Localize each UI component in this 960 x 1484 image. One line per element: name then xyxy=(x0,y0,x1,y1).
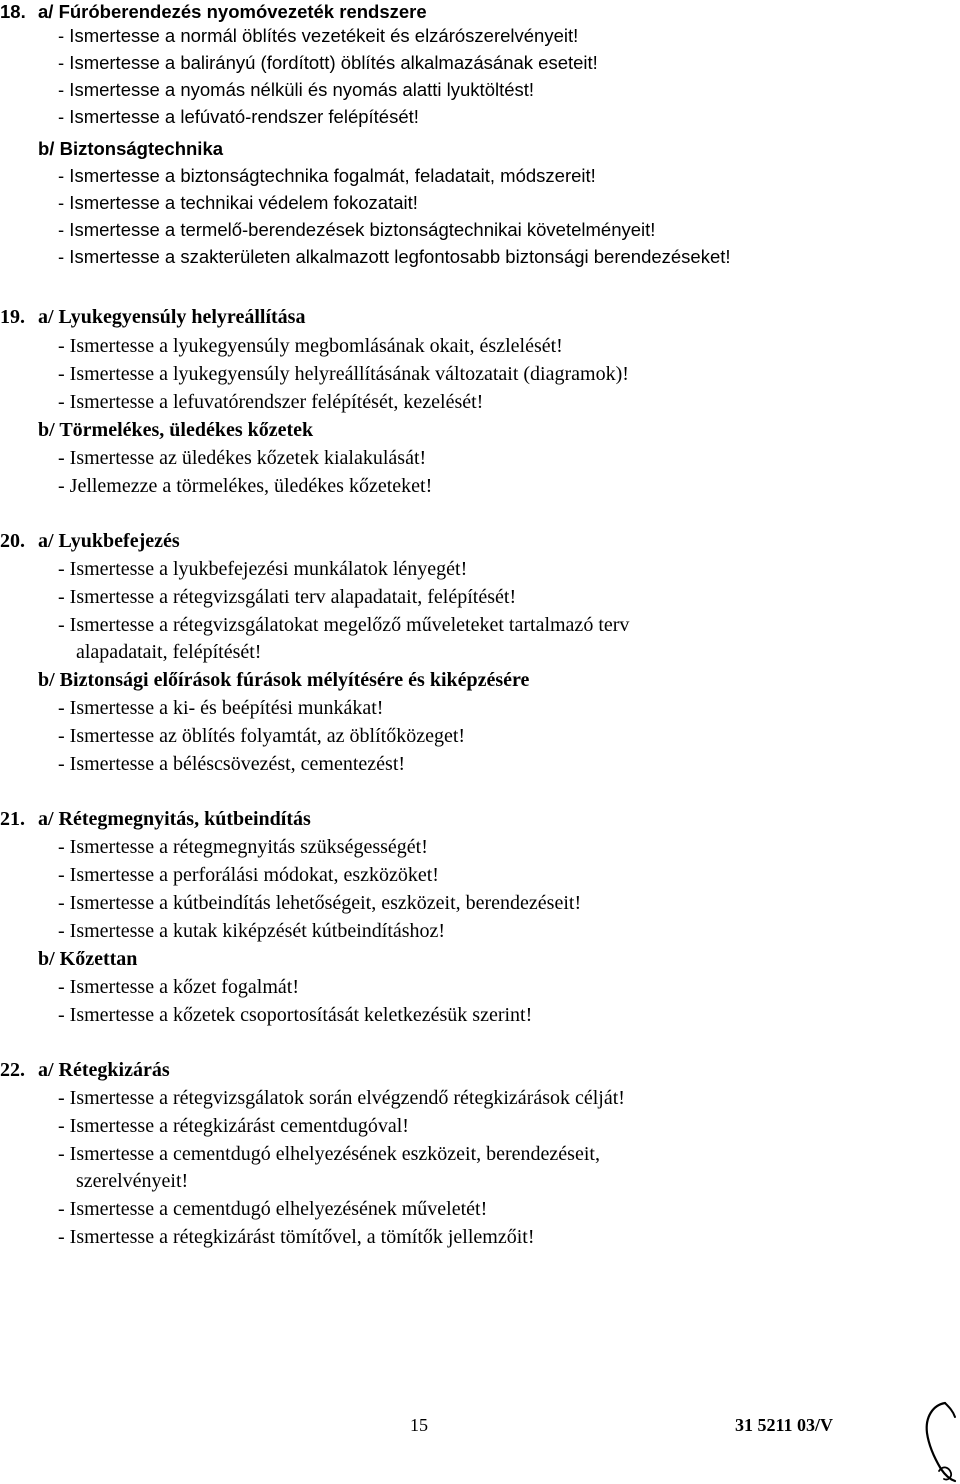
list-item: - Ismertesse a kőzet fogalmát! xyxy=(58,976,300,998)
list-item: - Ismertesse a rétegkizárást tömítővel, a tömítők jellemzőit! xyxy=(58,1226,535,1248)
list-item: - Ismertesse a perforálási módokat, eszközöket! xyxy=(58,864,439,886)
list-item-continuation: szerelvényeit! xyxy=(76,1170,189,1192)
list-item: - Ismertesse a lefúvató-rendszer felépítését! xyxy=(58,106,419,127)
section-18-heading-b: b/ Biztonságtechnika xyxy=(38,138,224,159)
list-item: - Ismertesse a béléscsövezést, cementezést! xyxy=(58,753,406,775)
list-item: - Ismertesse a termelő-berendezések biztonságtechnikai követelményeit! xyxy=(58,219,656,240)
list-item: - Ismertesse a kútbeindítás lehetőségeit, eszközeit, berendezéseit! xyxy=(58,892,582,914)
list-item: - Ismertesse a lyukegyensúly megbomlásának okait, észlelését! xyxy=(58,335,563,357)
section-20-heading-b: b/ Biztonsági előírások fúrások mélyítésére és kiképzésére xyxy=(38,669,530,691)
list-item: - Jellemezze a törmelékes, üledékes kőzeteket! xyxy=(58,475,433,497)
list-item: - Ismertesse a nyomás nélküli és nyomás alatti lyuktöltést! xyxy=(58,79,535,100)
list-item: - Ismertesse a technikai védelem fokozatait! xyxy=(58,192,418,213)
list-item: - Ismertesse a rétegvizsgálatokat megelőző műveleteket tartalmazó terv xyxy=(58,614,630,636)
list-item: - Ismertesse a rétegmegnyitás szükségességét! xyxy=(58,836,428,858)
list-item: - Ismertesse a lefuvatórendszer felépítését, kezelését! xyxy=(58,391,484,413)
list-item: - Ismertesse az üledékes kőzetek kialakulását! xyxy=(58,447,427,469)
list-item: - Ismertesse a kutak kiképzését kútbeindításhoz! xyxy=(58,920,446,942)
section-18-heading-a: 18. a/ Fúróberendezés nyomóvezeték rendszere xyxy=(0,1,427,22)
signature-mark xyxy=(915,1395,960,1484)
section-19-heading-a: 19. a/ Lyukegyensúly helyreállítása xyxy=(0,306,306,328)
list-item: - Ismertesse a szakterületen alkalmazott legfontosabb biztonsági berendezéseket! xyxy=(58,246,731,267)
list-item: - Ismertesse a kőzetek csoportosítását keletkezésük szerint! xyxy=(58,1004,533,1026)
section-21-heading-a: 21. a/ Rétegmegnyitás, kútbeindítás xyxy=(0,808,311,830)
list-item-continuation: alapadatait, felépítését! xyxy=(76,641,262,663)
section-20-heading-a: 20. a/ Lyukbefejezés xyxy=(0,530,180,552)
list-item: - Ismertesse a cementdugó elhelyezésének műveletét! xyxy=(58,1198,488,1220)
section-19-heading-b: b/ Törmelékes, üledékes kőzetek xyxy=(38,419,314,441)
document-code: 31 5211 03/V xyxy=(735,1415,834,1435)
list-item: - Ismertesse a biztonságtechnika fogalmát, feladatait, módszereit! xyxy=(58,165,596,186)
list-item: - Ismertesse a rétegvizsgálati terv alapadatait, felépítését! xyxy=(58,586,517,608)
section-21-heading-b: b/ Kőzettan xyxy=(38,948,138,970)
list-item: - Ismertesse a ki- és beépítési munkákat! xyxy=(58,697,384,719)
list-item: - Ismertesse a rétegvizsgálatok során elvégzendő rétegkizárások célját! xyxy=(58,1087,625,1109)
list-item: - Ismertesse a normál öblítés vezetékeit és elzárószerelvényeit! xyxy=(58,25,579,46)
list-item: - Ismertesse a balirányú (fordított) öblítés alkalmazásának eseteit! xyxy=(58,52,598,73)
page-number: 15 xyxy=(410,1415,428,1435)
list-item: - Ismertesse az öblítés folyamtát, az öblítőközeget! xyxy=(58,725,466,747)
list-item: - Ismertesse a lyukegyensúly helyreállításának változatait (diagramok)! xyxy=(58,363,629,385)
list-item: - Ismertesse a cementdugó elhelyezésének eszközeit, berendezéseit, xyxy=(58,1143,600,1165)
section-22-heading-a: 22. a/ Rétegkizárás xyxy=(0,1059,170,1081)
list-item: - Ismertesse a lyukbefejezési munkálatok lényegét! xyxy=(58,558,468,580)
list-item: - Ismertesse a rétegkizárást cementdugóval! xyxy=(58,1115,409,1137)
